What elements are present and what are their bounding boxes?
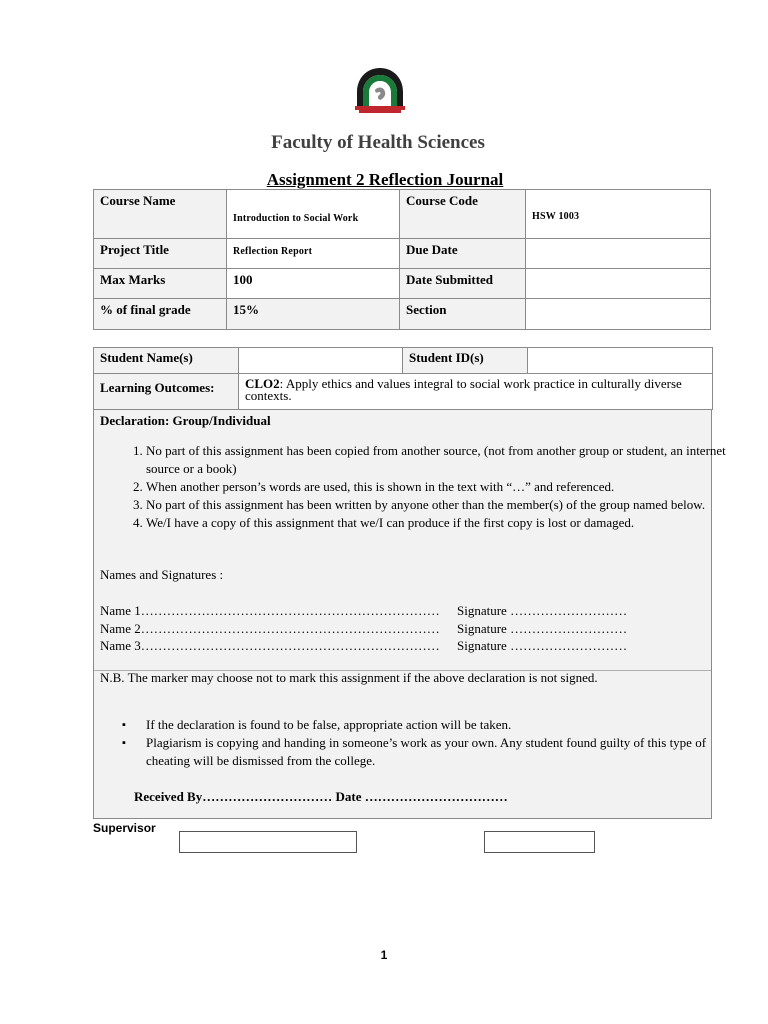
date-submitted-label: Date Submitted bbox=[400, 269, 526, 299]
max-marks-label: Max Marks bbox=[94, 269, 227, 299]
final-grade-value[interactable]: 15% bbox=[227, 299, 400, 330]
signature-1-field[interactable]: Signature ……………………… bbox=[457, 603, 628, 618]
warning-item: ▪ If the declaration is found to be false, appropriate action will be taken. bbox=[146, 716, 751, 734]
warning-item: ▪ Plagiarism is copying and handing in someone’s work as your own. Any student found guilty of this type of cheating will be dismissed from the college. bbox=[146, 734, 751, 770]
final-grade-label: % of final grade bbox=[94, 299, 227, 330]
max-marks-value[interactable]: 100 bbox=[227, 269, 400, 299]
learning-outcomes-value bbox=[239, 374, 713, 410]
names-signatures-label: Names and Signatures : bbox=[100, 567, 224, 582]
clo-text: : Apply ethics and values integral to social work practice in culturally diverse contexts. bbox=[245, 376, 682, 403]
student-info-table bbox=[93, 347, 713, 410]
student-names-label: Student Name(s) bbox=[94, 348, 239, 374]
faculty-title: Faculty of Health Sciences bbox=[271, 132, 485, 153]
name-2-field[interactable]: Name 2…………………………………………………………… bbox=[100, 621, 440, 636]
supervisor-label: Supervisor bbox=[93, 821, 156, 835]
warning-list bbox=[100, 716, 751, 770]
course-code-label: Course Code bbox=[400, 190, 526, 239]
project-title-label: Project Title bbox=[94, 239, 227, 269]
due-date-label: Due Date bbox=[400, 239, 526, 269]
declaration-item: 2. When another person’s words are used, this is shown in the text with “…” and referenced. bbox=[146, 478, 746, 496]
assignment-title: Assignment 2 Reflection Journal bbox=[266, 170, 504, 189]
student-names-value[interactable] bbox=[239, 348, 403, 374]
course-code-value[interactable] bbox=[526, 190, 711, 239]
declaration-list bbox=[100, 442, 746, 532]
page-number: 1 bbox=[380, 948, 388, 962]
signature-2-field[interactable]: Signature ……………………… bbox=[457, 621, 628, 636]
college-logo bbox=[353, 66, 407, 116]
section-value[interactable] bbox=[526, 299, 711, 330]
received-by-date[interactable]: Received By………………………… Date …………………………… bbox=[134, 789, 508, 804]
declaration-title: Declaration: Group/Individual bbox=[100, 413, 271, 428]
student-id-label: Student ID(s) bbox=[403, 348, 528, 374]
section-label: Section bbox=[400, 299, 526, 330]
student-id-value[interactable] bbox=[528, 348, 713, 374]
course-code-text: HSW 1003 bbox=[532, 211, 580, 222]
name-3-field[interactable]: Name 3…………………………………………………………… bbox=[100, 638, 440, 653]
project-title-value[interactable] bbox=[227, 239, 400, 269]
name-1-field[interactable]: Name 1…………………………………………………………… bbox=[100, 603, 440, 618]
supervisor-date-box[interactable] bbox=[484, 831, 595, 853]
supervisor-name-box[interactable] bbox=[179, 831, 357, 853]
project-title-text: Reflection Report bbox=[233, 246, 313, 257]
course-name-label: Course Name bbox=[94, 190, 227, 239]
due-date-value[interactable] bbox=[526, 239, 711, 269]
date-submitted-value[interactable] bbox=[526, 269, 711, 299]
learning-outcomes-label: Learning Outcomes: bbox=[94, 374, 239, 410]
signature-3-field[interactable]: Signature ……………………… bbox=[457, 638, 628, 653]
declaration-item: 4. We/I have a copy of this assignment that we/I can produce if the first copy is lost or damaged. bbox=[146, 514, 746, 532]
declaration-item: 1. No part of this assignment has been copied from another source, (not from another group or student, an internet source or a book) bbox=[146, 442, 746, 478]
course-info-table bbox=[93, 189, 711, 330]
clo-code: CLO2 bbox=[245, 376, 280, 391]
declaration-item: 3. No part of this assignment has been written by anyone other than the member(s) of the group named below. bbox=[146, 496, 746, 514]
nb-note: N.B. The marker may choose not to mark this assignment if the above declaration is not signed. bbox=[100, 670, 598, 685]
course-name-text: Introduction to Social Work bbox=[233, 213, 359, 224]
course-name-value[interactable] bbox=[227, 190, 400, 239]
